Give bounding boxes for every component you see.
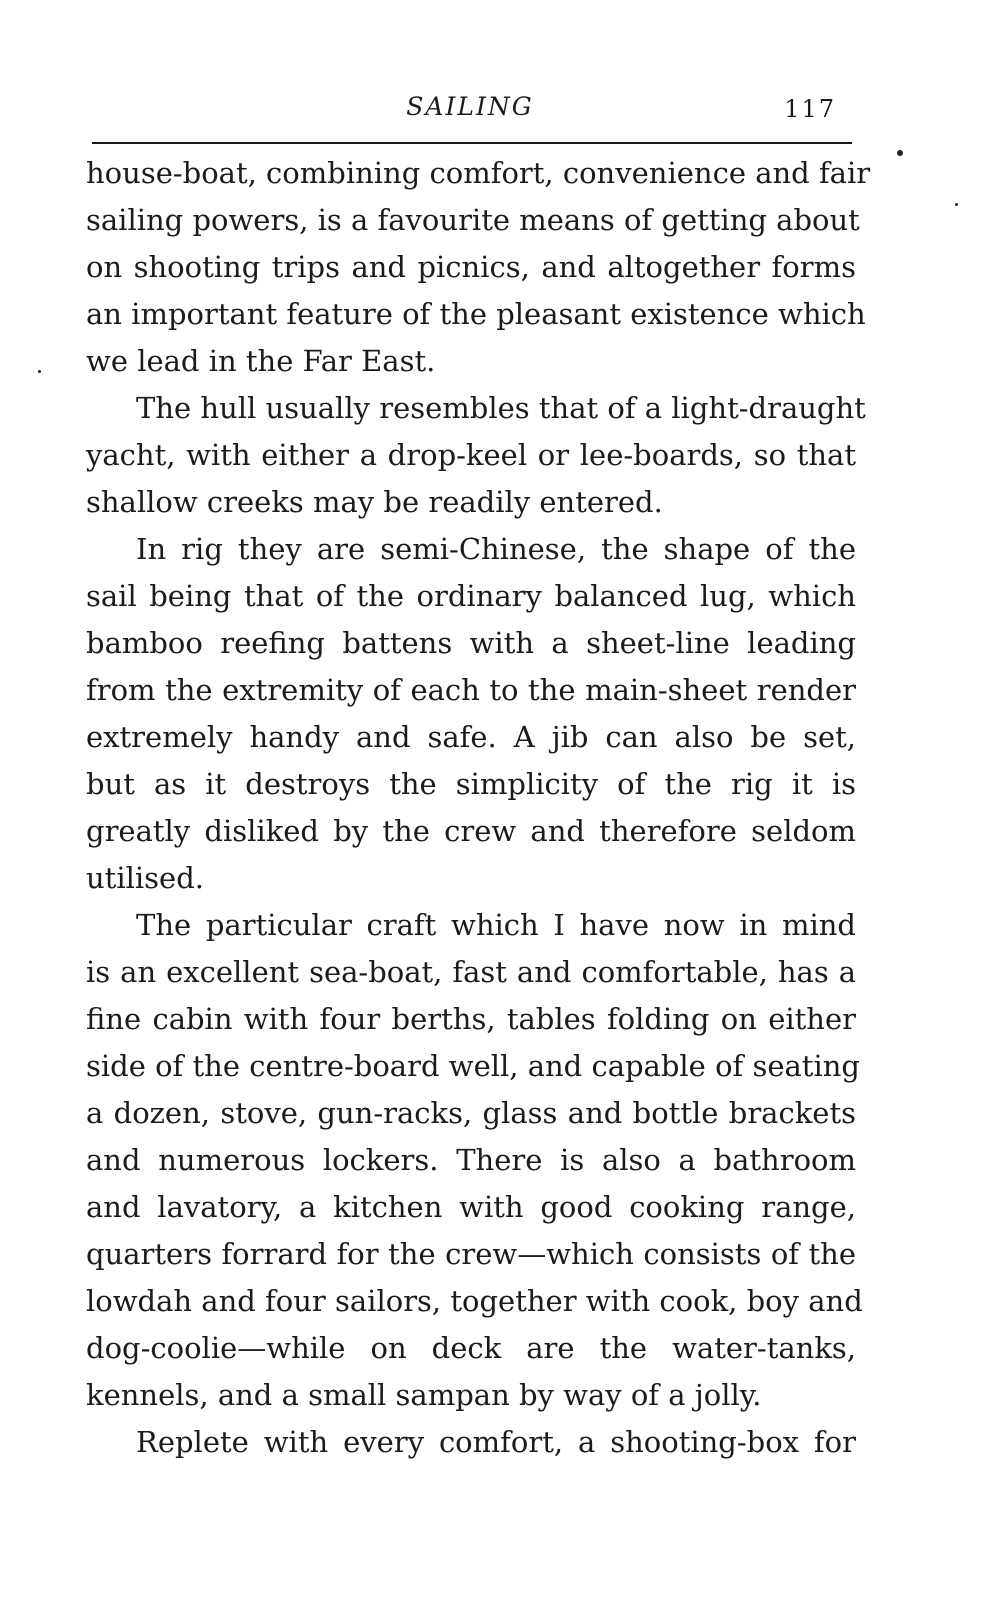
text-line: The particular craft which I have now in mind <box>136 908 856 942</box>
text-line: quarters forrard for the crew—which consists of the <box>86 1237 856 1271</box>
text-line: sail being that of the ordinary balanced lug, which <box>86 579 856 613</box>
text-line: on shooting trips and picnics, and altogether forms <box>86 250 856 284</box>
body-text <box>86 150 871 1466</box>
text-line: utilised. <box>86 861 204 895</box>
text-line: Replete with every comfort, a shooting-box for <box>136 1425 856 1459</box>
text-line: side of the centre-board well, and capable of seating <box>86 1049 860 1083</box>
text-line: shallow creeks may be readily entered. <box>86 485 663 519</box>
paragraph-5 <box>86 1419 856 1466</box>
text-line: kennels, and a small sampan by way of a jolly. <box>86 1378 762 1412</box>
text-line: The hull usually resembles that of a light-draught <box>136 391 866 425</box>
paragraph-2 <box>86 385 866 526</box>
page-number: 117 <box>784 95 836 123</box>
scan-speck <box>38 370 41 373</box>
text-line: we lead in the Far East. <box>86 344 436 378</box>
text-line: dog-coolie—while on deck are the water-tanks, <box>86 1331 856 1365</box>
text-line: yacht, with either a drop-keel or lee-boards, so that <box>86 438 856 472</box>
text-line: an important feature of the pleasant existence which <box>86 297 866 331</box>
running-title: SAILING <box>406 92 534 121</box>
text-line: bamboo reefing battens with a sheet-line leading <box>86 626 856 660</box>
text-line: a dozen, stove, gun-racks, glass and bottle brackets <box>86 1096 856 1130</box>
text-line: and lavatory, a kitchen with good cooking range, <box>86 1190 856 1224</box>
text-line: extremely handy and safe. A jib can also be set, <box>86 720 856 754</box>
header-rule <box>92 142 852 144</box>
text-line: fine cabin with four berths, tables folding on either <box>86 1002 856 1036</box>
text-line: from the extremity of each to the main-sheet render <box>86 673 856 707</box>
paragraph-4 <box>86 902 863 1419</box>
text-line: but as it destroys the simplicity of the rig it is <box>86 767 856 801</box>
scan-speck <box>955 203 958 206</box>
text-line: and numerous lockers. There is also a bathroom <box>86 1143 856 1177</box>
text-line: house-boat, combining comfort, convenience and fair <box>86 156 871 190</box>
text-line: greatly disliked by the crew and therefore seldom <box>86 814 856 848</box>
text-line: lowdah and four sailors, together with cook, boy and <box>86 1284 863 1318</box>
running-head <box>90 92 850 132</box>
paragraph-3 <box>86 526 856 902</box>
scan-speck <box>897 150 903 156</box>
text-line: In rig they are semi-Chinese, the shape of the <box>136 532 856 566</box>
paragraph-1 <box>86 150 871 385</box>
text-line: sailing powers, is a favourite means of getting about <box>86 203 860 237</box>
text-line: is an excellent sea-boat, fast and comfortable, has a <box>86 955 856 989</box>
